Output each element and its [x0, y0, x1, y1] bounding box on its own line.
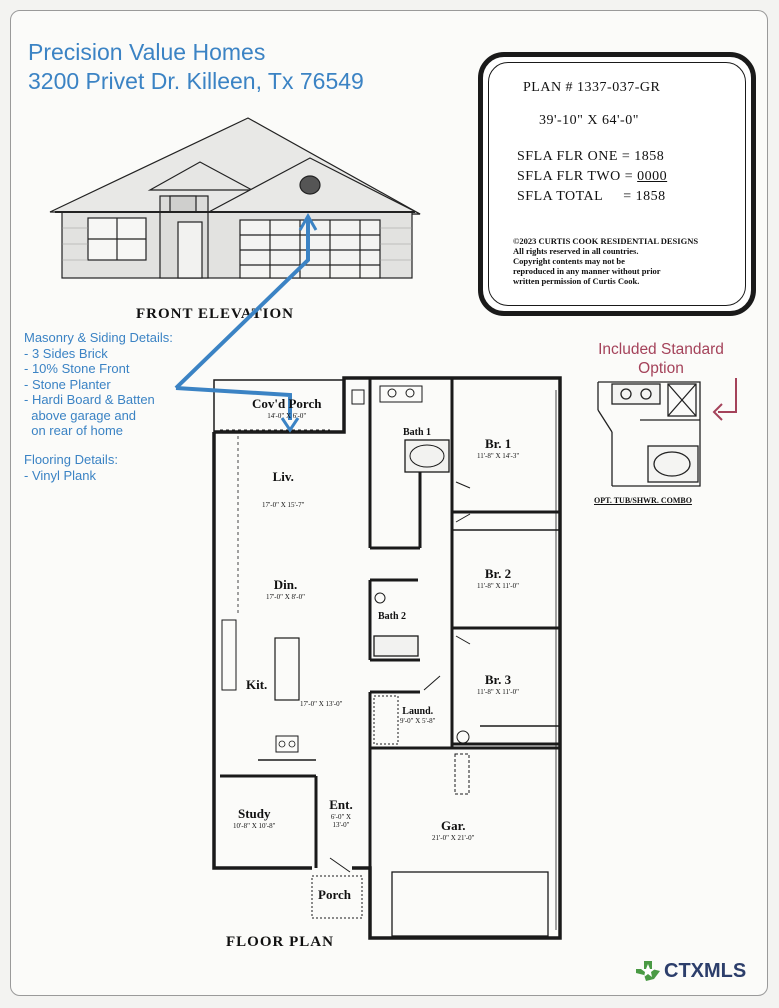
- sfla-total: SFLA TOTAL = 1858: [517, 189, 666, 204]
- flooring-details: Flooring Details: - Vinyl Plank: [24, 452, 118, 483]
- room-garage: Gar. 21'-0" X 21'-0": [432, 818, 475, 842]
- ctxmls-logo: CTXMLS: [634, 958, 746, 984]
- room-covered-porch: Cov'd Porch 14'-0" X 6'-0": [252, 396, 322, 420]
- room-bath-1: Bath 1: [403, 427, 432, 438]
- room-kitchen: Kit.: [246, 677, 268, 692]
- room-study: Study 10'-8" X 10'-8": [233, 806, 276, 830]
- masonry-details: Masonry & Siding Details: - 3 Sides Brick - 10% Stone Front - Stone Planter - Hardi Board & Batten above garage and on rear of home: [24, 330, 173, 438]
- room-porch: Porch: [318, 887, 351, 902]
- sfla-floor-two: SFLA FLR TWO = 0000: [517, 169, 668, 184]
- room-kitchen-dim: 17'-0" X 13'-0": [300, 700, 343, 708]
- copyright-notice: ©2023 CURTIS COOK RESIDENTIAL DESIGNS All rights reserved in all countries. Copyright contents may not be reproduced in any manner without prior written permission of Curtis Cook.: [513, 236, 699, 286]
- option-caption: OPT. TUB/SHWR. COMBO: [594, 496, 692, 505]
- company-name: Precision Value Homes: [28, 39, 266, 65]
- front-elevation-caption: FRONT ELEVATION: [136, 306, 294, 322]
- room-bedroom-3: Br. 3 11'-8" X 11'-0": [477, 672, 519, 696]
- room-living: Liv. 17'-0" X 15'-7": [262, 469, 305, 509]
- texas-star-icon: [634, 959, 662, 983]
- room-dining: Din. 17'-0" X 8'-0": [266, 577, 305, 601]
- room-bedroom-1: Br. 1 11'-8" X 14'-3": [477, 436, 520, 460]
- company-address: 3200 Privet Dr. Killeen, Tx 76549: [28, 68, 364, 94]
- option-title: Included Standard Option: [598, 341, 724, 377]
- plan-dimensions: 39'-10" X 64'-0": [539, 113, 639, 128]
- room-entry: Ent. 6'-0" X 13'-0": [329, 797, 353, 829]
- plan-number: PLAN # 1337-037-GR: [523, 80, 661, 95]
- sfla-floor-one: SFLA FLR ONE = 1858: [517, 149, 665, 164]
- room-bath-2: Bath 2: [378, 611, 407, 622]
- room-laundry: Laund. 9'-0" X 5'-8": [400, 706, 436, 725]
- room-bedroom-2: Br. 2 11'-8" X 11'-0": [477, 566, 519, 590]
- floor-plan-caption: FLOOR PLAN: [226, 934, 334, 950]
